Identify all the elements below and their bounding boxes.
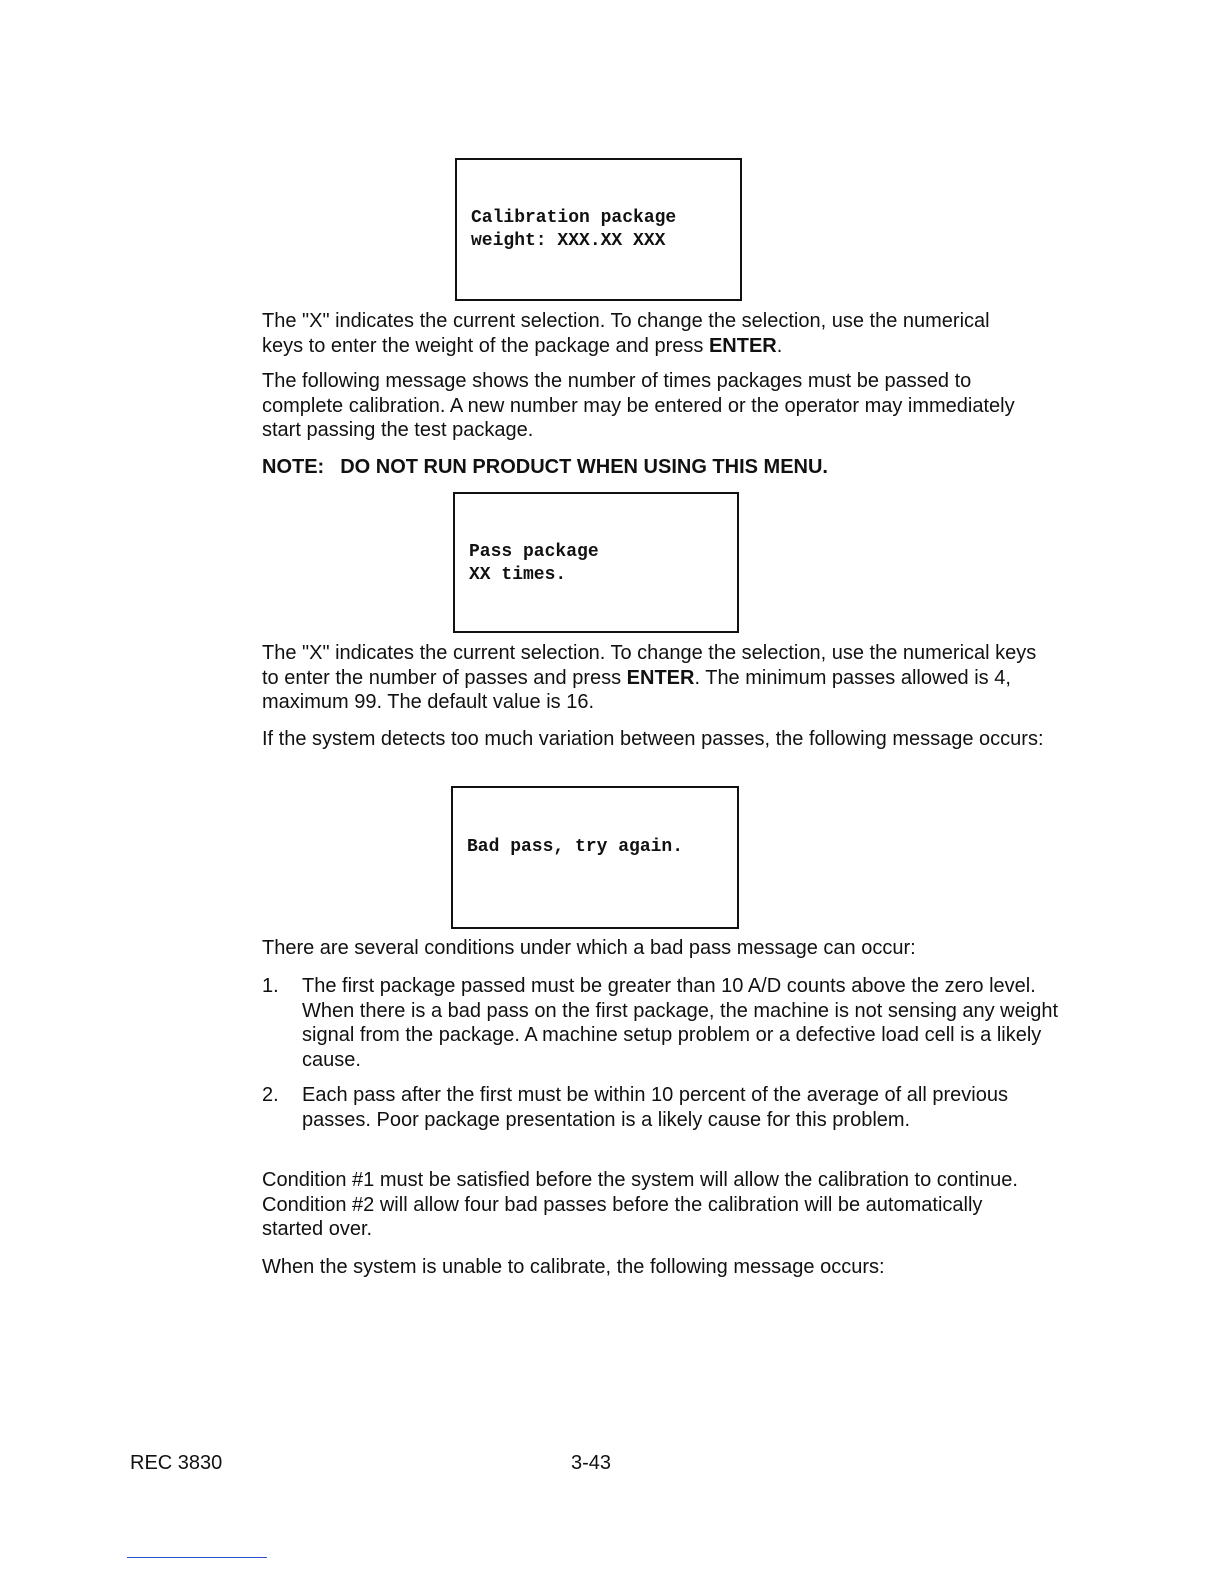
display-line: weight: XXX.XX XXX <box>471 231 666 251</box>
paragraph-text: . The minimum passes allowed is 4, maximum 99. The default value is 16. <box>262 666 1011 713</box>
enter-key-label: ENTER <box>708 334 777 357</box>
list-text: Each pass after the first must be within 10 percent of the average of all previous passes. Poor package presentation is a likely cause for this problem. <box>302 1084 1008 1131</box>
paragraph-text: The "X" indicates the current selection. To change the selection, use the numerical keys to enter the weight of the package and press <box>262 310 990 357</box>
page-number: 3-43 <box>571 1452 612 1474</box>
display-line: XX times. <box>469 565 567 585</box>
display-line: Bad pass, try again. <box>467 837 684 857</box>
paragraph-variation: If the system detects too much variation between passes, the following message occurs: <box>262 728 1044 750</box>
paragraph-weight-entry <box>262 309 1002 358</box>
paragraph-text: . <box>776 334 783 357</box>
display-calibration-weight <box>455 158 742 301</box>
enter-key-label: ENTER <box>626 666 695 689</box>
display-line: Pass package <box>469 542 599 562</box>
paragraph-condition-rules: Condition #1 must be satisfied before the system will allow the calibration to continue. Condition #2 will allow four bad passes before the calibration will be automatically started over. <box>262 1169 1018 1240</box>
document-id: REC 3830 <box>130 1452 223 1474</box>
display-pass-package <box>453 492 739 633</box>
note-label: NOTE: <box>262 456 325 478</box>
paragraph-conditions-intro: There are several conditions under which a bad pass message can occur: <box>262 937 916 959</box>
list-number: 2. <box>262 1084 279 1106</box>
bottom-rule <box>127 1557 267 1558</box>
display-bad-pass <box>451 786 739 929</box>
paragraph-passes-entry <box>262 641 1052 715</box>
note <box>262 456 828 479</box>
list-number: 1. <box>262 975 279 997</box>
paragraph-text: The "X" indicates the current selection. To change the selection, use the numerical keys to enter the number of passes and press <box>262 642 1037 689</box>
list-text: The first package passed must be greater than 10 A/D counts above the zero level. When there is a bad pass on the first package, the machine is not sensing any weight signal from the package. A machine setup problem or a defective load cell is a likely cause. <box>302 975 1058 1071</box>
display-line: Calibration package <box>471 208 677 228</box>
paragraph-pass-count-intro: The following message shows the number of times packages must be passed to complete calibration. A new number may be entered or the operator may immediately start passing the test package. <box>262 370 1015 441</box>
paragraph-unable-calibrate: When the system is unable to calibrate, the following message occurs: <box>262 1256 885 1278</box>
note-text: DO NOT RUN PRODUCT WHEN USING THIS MENU. <box>340 456 828 478</box>
